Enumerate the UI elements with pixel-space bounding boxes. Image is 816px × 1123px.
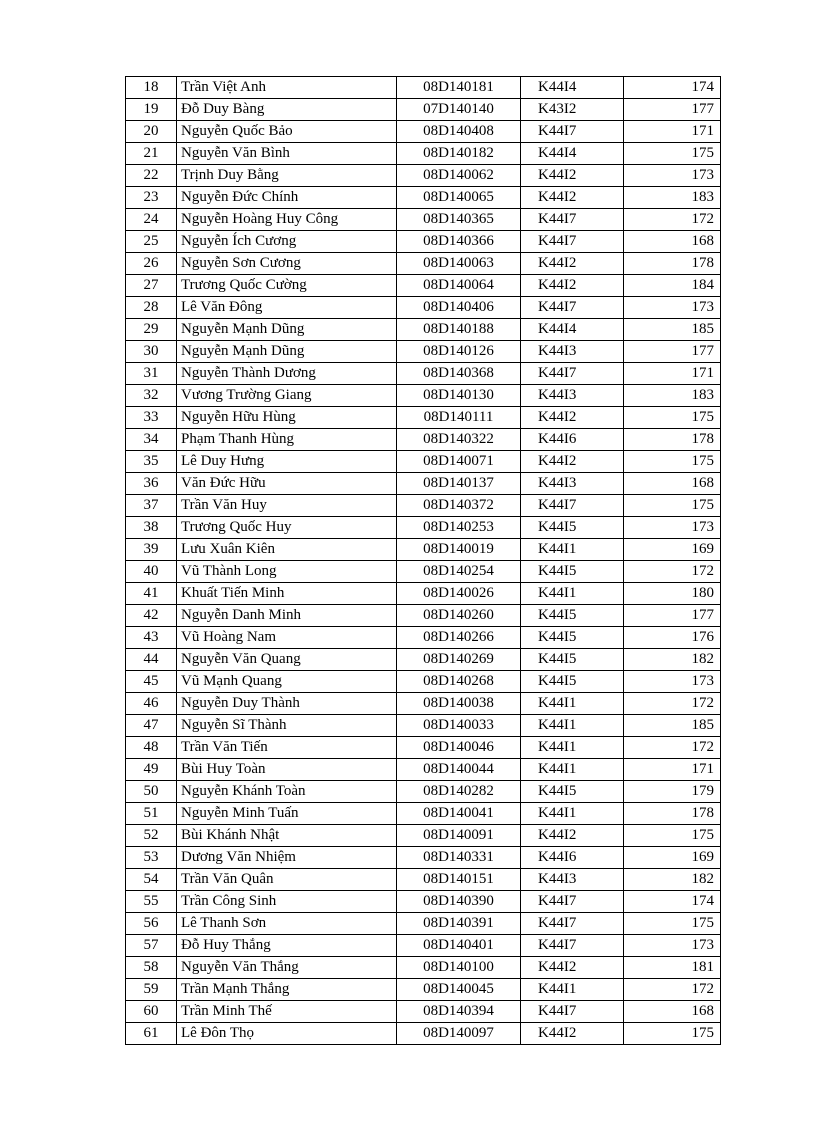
table-row xyxy=(126,143,721,165)
class-code-cell: K44I3 xyxy=(521,473,624,495)
table-row xyxy=(126,165,721,187)
student-name-cell: Nguyễn Minh Tuấn xyxy=(177,803,397,825)
score-cell: 173 xyxy=(624,297,721,319)
student-code-cell: 08D140401 xyxy=(397,935,521,957)
class-code-cell: K44I6 xyxy=(521,847,624,869)
table-row xyxy=(126,913,721,935)
student-code-cell: 08D140394 xyxy=(397,1001,521,1023)
score-cell: 177 xyxy=(624,99,721,121)
class-code-cell: K44I5 xyxy=(521,781,624,803)
row-number-cell: 46 xyxy=(126,693,177,715)
table-row xyxy=(126,429,721,451)
row-number-cell: 50 xyxy=(126,781,177,803)
table-row xyxy=(126,957,721,979)
student-code-cell: 08D140137 xyxy=(397,473,521,495)
student-code-cell: 08D140365 xyxy=(397,209,521,231)
table-row xyxy=(126,209,721,231)
score-cell: 173 xyxy=(624,165,721,187)
row-number-cell: 40 xyxy=(126,561,177,583)
table-row xyxy=(126,363,721,385)
row-number-cell: 47 xyxy=(126,715,177,737)
student-name-cell: Trần Minh Thế xyxy=(177,1001,397,1023)
row-number-cell: 21 xyxy=(126,143,177,165)
table-row xyxy=(126,803,721,825)
score-cell: 171 xyxy=(624,121,721,143)
student-name-cell: Nguyễn Văn Thắng xyxy=(177,957,397,979)
score-cell: 180 xyxy=(624,583,721,605)
student-code-cell: 08D140065 xyxy=(397,187,521,209)
row-number-cell: 23 xyxy=(126,187,177,209)
student-code-cell: 08D140126 xyxy=(397,341,521,363)
row-number-cell: 61 xyxy=(126,1023,177,1045)
student-name-cell: Lưu Xuân Kiên xyxy=(177,539,397,561)
class-code-cell: K44I7 xyxy=(521,209,624,231)
class-code-cell: K44I1 xyxy=(521,693,624,715)
table-row xyxy=(126,275,721,297)
student-name-cell: Vũ Mạnh Quang xyxy=(177,671,397,693)
class-code-cell: K44I7 xyxy=(521,297,624,319)
student-name-cell: Phạm Thanh Hùng xyxy=(177,429,397,451)
student-code-cell: 08D140130 xyxy=(397,385,521,407)
student-code-cell: 08D140041 xyxy=(397,803,521,825)
student-name-cell: Nguyễn Ích Cương xyxy=(177,231,397,253)
row-number-cell: 56 xyxy=(126,913,177,935)
student-name-cell: Vũ Thành Long xyxy=(177,561,397,583)
student-name-cell: Nguyễn Hữu Hùng xyxy=(177,407,397,429)
row-number-cell: 33 xyxy=(126,407,177,429)
student-name-cell: Nguyễn Sĩ Thành xyxy=(177,715,397,737)
class-code-cell: K44I1 xyxy=(521,759,624,781)
class-code-cell: K44I2 xyxy=(521,1023,624,1045)
table-row xyxy=(126,407,721,429)
score-cell: 178 xyxy=(624,803,721,825)
score-cell: 173 xyxy=(624,517,721,539)
table-row xyxy=(126,495,721,517)
row-number-cell: 30 xyxy=(126,341,177,363)
class-code-cell: K44I7 xyxy=(521,231,624,253)
row-number-cell: 26 xyxy=(126,253,177,275)
student-name-cell: Đỗ Duy Bàng xyxy=(177,99,397,121)
student-code-cell: 08D140033 xyxy=(397,715,521,737)
row-number-cell: 51 xyxy=(126,803,177,825)
score-cell: 183 xyxy=(624,187,721,209)
student-code-cell: 08D140406 xyxy=(397,297,521,319)
class-code-cell: K44I7 xyxy=(521,363,624,385)
class-code-cell: K44I1 xyxy=(521,583,624,605)
row-number-cell: 58 xyxy=(126,957,177,979)
class-code-cell: K44I3 xyxy=(521,341,624,363)
row-number-cell: 43 xyxy=(126,627,177,649)
row-number-cell: 42 xyxy=(126,605,177,627)
table-row xyxy=(126,539,721,561)
student-code-cell: 08D140254 xyxy=(397,561,521,583)
table-row xyxy=(126,781,721,803)
class-code-cell: K44I5 xyxy=(521,605,624,627)
score-cell: 175 xyxy=(624,913,721,935)
row-number-cell: 54 xyxy=(126,869,177,891)
table-row xyxy=(126,649,721,671)
student-name-cell: Nguyễn Văn Bình xyxy=(177,143,397,165)
score-cell: 175 xyxy=(624,825,721,847)
score-cell: 181 xyxy=(624,957,721,979)
student-code-cell: 08D140071 xyxy=(397,451,521,473)
student-code-cell: 08D140282 xyxy=(397,781,521,803)
table-row xyxy=(126,715,721,737)
score-cell: 174 xyxy=(624,77,721,99)
table-row xyxy=(126,77,721,99)
class-code-cell: K44I5 xyxy=(521,649,624,671)
student-code-cell: 08D140063 xyxy=(397,253,521,275)
table-row xyxy=(126,341,721,363)
student-code-cell: 08D140026 xyxy=(397,583,521,605)
score-cell: 183 xyxy=(624,385,721,407)
student-name-cell: Trần Công Sinh xyxy=(177,891,397,913)
class-code-cell: K44I1 xyxy=(521,539,624,561)
student-name-cell: Bùi Khánh Nhật xyxy=(177,825,397,847)
table-row xyxy=(126,825,721,847)
score-cell: 178 xyxy=(624,429,721,451)
class-code-cell: K44I4 xyxy=(521,319,624,341)
student-code-cell: 08D140188 xyxy=(397,319,521,341)
row-number-cell: 34 xyxy=(126,429,177,451)
class-code-cell: K44I1 xyxy=(521,803,624,825)
row-number-cell: 45 xyxy=(126,671,177,693)
table-row xyxy=(126,451,721,473)
student-name-cell: Lê Đôn Thọ xyxy=(177,1023,397,1045)
class-code-cell: K44I7 xyxy=(521,1001,624,1023)
row-number-cell: 38 xyxy=(126,517,177,539)
table-row xyxy=(126,99,721,121)
class-code-cell: K44I7 xyxy=(521,935,624,957)
score-cell: 185 xyxy=(624,715,721,737)
table-row xyxy=(126,605,721,627)
student-name-cell: Trương Quốc Cường xyxy=(177,275,397,297)
row-number-cell: 18 xyxy=(126,77,177,99)
row-number-cell: 28 xyxy=(126,297,177,319)
table-row xyxy=(126,473,721,495)
score-cell: 171 xyxy=(624,759,721,781)
student-code-cell: 08D140269 xyxy=(397,649,521,671)
student-name-cell: Trần Mạnh Thắng xyxy=(177,979,397,1001)
student-name-cell: Trần Văn Quân xyxy=(177,869,397,891)
score-cell: 171 xyxy=(624,363,721,385)
row-number-cell: 49 xyxy=(126,759,177,781)
score-cell: 172 xyxy=(624,737,721,759)
table-row xyxy=(126,759,721,781)
class-code-cell: K44I2 xyxy=(521,825,624,847)
student-name-cell: Trương Quốc Huy xyxy=(177,517,397,539)
student-code-cell: 08D140268 xyxy=(397,671,521,693)
class-code-cell: K44I5 xyxy=(521,627,624,649)
student-code-cell: 08D140182 xyxy=(397,143,521,165)
student-name-cell: Nguyễn Khánh Toàn xyxy=(177,781,397,803)
table-row xyxy=(126,737,721,759)
row-number-cell: 31 xyxy=(126,363,177,385)
student-code-cell: 08D140151 xyxy=(397,869,521,891)
student-code-cell: 08D140045 xyxy=(397,979,521,1001)
score-cell: 175 xyxy=(624,143,721,165)
row-number-cell: 32 xyxy=(126,385,177,407)
table-row xyxy=(126,231,721,253)
score-cell: 182 xyxy=(624,649,721,671)
score-cell: 173 xyxy=(624,935,721,957)
row-number-cell: 29 xyxy=(126,319,177,341)
score-cell: 172 xyxy=(624,693,721,715)
score-cell: 185 xyxy=(624,319,721,341)
row-number-cell: 25 xyxy=(126,231,177,253)
class-code-cell: K44I2 xyxy=(521,253,624,275)
student-name-cell: Nguyễn Danh Minh xyxy=(177,605,397,627)
row-number-cell: 60 xyxy=(126,1001,177,1023)
table-body xyxy=(126,77,721,1045)
student-name-cell: Nguyễn Mạnh Dũng xyxy=(177,341,397,363)
student-code-cell: 08D140368 xyxy=(397,363,521,385)
row-number-cell: 53 xyxy=(126,847,177,869)
row-number-cell: 36 xyxy=(126,473,177,495)
student-name-cell: Lê Văn Đông xyxy=(177,297,397,319)
class-code-cell: K43I2 xyxy=(521,99,624,121)
student-code-cell: 08D140038 xyxy=(397,693,521,715)
student-name-cell: Lê Thanh Sơn xyxy=(177,913,397,935)
class-code-cell: K44I1 xyxy=(521,979,624,1001)
table-row xyxy=(126,1023,721,1045)
class-code-cell: K44I1 xyxy=(521,715,624,737)
score-cell: 178 xyxy=(624,253,721,275)
table-row xyxy=(126,869,721,891)
student-code-cell: 08D140366 xyxy=(397,231,521,253)
student-code-cell: 08D140331 xyxy=(397,847,521,869)
student-name-cell: Dương Văn Nhiệm xyxy=(177,847,397,869)
student-code-cell: 08D140019 xyxy=(397,539,521,561)
table-row xyxy=(126,583,721,605)
class-code-cell: K44I5 xyxy=(521,561,624,583)
table-row xyxy=(126,627,721,649)
table-row xyxy=(126,935,721,957)
row-number-cell: 39 xyxy=(126,539,177,561)
row-number-cell: 24 xyxy=(126,209,177,231)
class-code-cell: K44I4 xyxy=(521,143,624,165)
class-code-cell: K44I1 xyxy=(521,737,624,759)
score-cell: 168 xyxy=(624,231,721,253)
student-name-cell: Trần Văn Tiến xyxy=(177,737,397,759)
score-cell: 175 xyxy=(624,495,721,517)
row-number-cell: 44 xyxy=(126,649,177,671)
student-code-cell: 08D140391 xyxy=(397,913,521,935)
student-name-cell: Lê Duy Hưng xyxy=(177,451,397,473)
student-name-cell: Bùi Huy Toàn xyxy=(177,759,397,781)
student-code-cell: 07D140140 xyxy=(397,99,521,121)
student-code-cell: 08D140372 xyxy=(397,495,521,517)
student-name-cell: Nguyễn Văn Quang xyxy=(177,649,397,671)
student-name-cell: Trịnh Duy Bằng xyxy=(177,165,397,187)
row-number-cell: 41 xyxy=(126,583,177,605)
row-number-cell: 19 xyxy=(126,99,177,121)
row-number-cell: 59 xyxy=(126,979,177,1001)
student-code-cell: 08D140322 xyxy=(397,429,521,451)
class-code-cell: K44I2 xyxy=(521,451,624,473)
student-name-cell: Nguyễn Mạnh Dũng xyxy=(177,319,397,341)
student-code-cell: 08D140181 xyxy=(397,77,521,99)
table-row xyxy=(126,319,721,341)
table-row xyxy=(126,891,721,913)
class-code-cell: K44I5 xyxy=(521,671,624,693)
score-cell: 176 xyxy=(624,627,721,649)
student-name-cell: Nguyễn Duy Thành xyxy=(177,693,397,715)
score-cell: 169 xyxy=(624,539,721,561)
score-cell: 179 xyxy=(624,781,721,803)
table-row xyxy=(126,693,721,715)
student-code-cell: 08D140260 xyxy=(397,605,521,627)
score-cell: 168 xyxy=(624,473,721,495)
table-row xyxy=(126,297,721,319)
table-row xyxy=(126,671,721,693)
row-number-cell: 37 xyxy=(126,495,177,517)
class-code-cell: K44I6 xyxy=(521,429,624,451)
class-code-cell: K44I5 xyxy=(521,517,624,539)
row-number-cell: 22 xyxy=(126,165,177,187)
score-cell: 169 xyxy=(624,847,721,869)
score-cell: 177 xyxy=(624,605,721,627)
student-code-cell: 08D140064 xyxy=(397,275,521,297)
score-cell: 175 xyxy=(624,1023,721,1045)
score-cell: 173 xyxy=(624,671,721,693)
row-number-cell: 52 xyxy=(126,825,177,847)
student-name-cell: Vương Trường Giang xyxy=(177,385,397,407)
student-code-cell: 08D140111 xyxy=(397,407,521,429)
student-code-cell: 08D140046 xyxy=(397,737,521,759)
class-code-cell: K44I2 xyxy=(521,957,624,979)
student-code-cell: 08D140266 xyxy=(397,627,521,649)
class-code-cell: K44I7 xyxy=(521,121,624,143)
class-code-cell: K44I2 xyxy=(521,407,624,429)
score-cell: 175 xyxy=(624,451,721,473)
student-code-cell: 08D140390 xyxy=(397,891,521,913)
student-name-cell: Trần Văn Huy xyxy=(177,495,397,517)
table-row xyxy=(126,187,721,209)
student-code-cell: 08D140091 xyxy=(397,825,521,847)
student-code-cell: 08D140062 xyxy=(397,165,521,187)
score-cell: 172 xyxy=(624,209,721,231)
student-code-cell: 08D140097 xyxy=(397,1023,521,1045)
class-code-cell: K44I2 xyxy=(521,187,624,209)
student-name-cell: Nguyễn Thành Dương xyxy=(177,363,397,385)
table-row xyxy=(126,979,721,1001)
row-number-cell: 35 xyxy=(126,451,177,473)
row-number-cell: 20 xyxy=(126,121,177,143)
class-code-cell: K44I2 xyxy=(521,275,624,297)
score-cell: 172 xyxy=(624,979,721,1001)
table-row xyxy=(126,517,721,539)
student-name-cell: Nguyễn Hoàng Huy Công xyxy=(177,209,397,231)
score-cell: 182 xyxy=(624,869,721,891)
student-table xyxy=(125,76,721,1045)
row-number-cell: 57 xyxy=(126,935,177,957)
class-code-cell: K44I7 xyxy=(521,891,624,913)
class-code-cell: K44I7 xyxy=(521,913,624,935)
student-name-cell: Nguyễn Quốc Bảo xyxy=(177,121,397,143)
score-cell: 177 xyxy=(624,341,721,363)
score-cell: 172 xyxy=(624,561,721,583)
class-code-cell: K44I4 xyxy=(521,77,624,99)
student-name-cell: Vũ Hoàng Nam xyxy=(177,627,397,649)
class-code-cell: K44I3 xyxy=(521,385,624,407)
student-name-cell: Nguyễn Sơn Cương xyxy=(177,253,397,275)
student-code-cell: 08D140100 xyxy=(397,957,521,979)
row-number-cell: 55 xyxy=(126,891,177,913)
student-code-cell: 08D140253 xyxy=(397,517,521,539)
score-cell: 168 xyxy=(624,1001,721,1023)
score-cell: 184 xyxy=(624,275,721,297)
student-name-cell: Đỗ Huy Thắng xyxy=(177,935,397,957)
table-row xyxy=(126,847,721,869)
class-code-cell: K44I2 xyxy=(521,165,624,187)
student-name-cell: Nguyễn Đức Chính xyxy=(177,187,397,209)
table-row xyxy=(126,1001,721,1023)
table-row xyxy=(126,385,721,407)
student-code-cell: 08D140044 xyxy=(397,759,521,781)
class-code-cell: K44I7 xyxy=(521,495,624,517)
score-cell: 174 xyxy=(624,891,721,913)
student-name-cell: Văn Đức Hữu xyxy=(177,473,397,495)
student-name-cell: Khuất Tiến Minh xyxy=(177,583,397,605)
score-cell: 175 xyxy=(624,407,721,429)
table-row xyxy=(126,561,721,583)
row-number-cell: 27 xyxy=(126,275,177,297)
row-number-cell: 48 xyxy=(126,737,177,759)
student-code-cell: 08D140408 xyxy=(397,121,521,143)
table-row xyxy=(126,253,721,275)
student-name-cell: Trần Việt Anh xyxy=(177,77,397,99)
class-code-cell: K44I3 xyxy=(521,869,624,891)
table-row xyxy=(126,121,721,143)
